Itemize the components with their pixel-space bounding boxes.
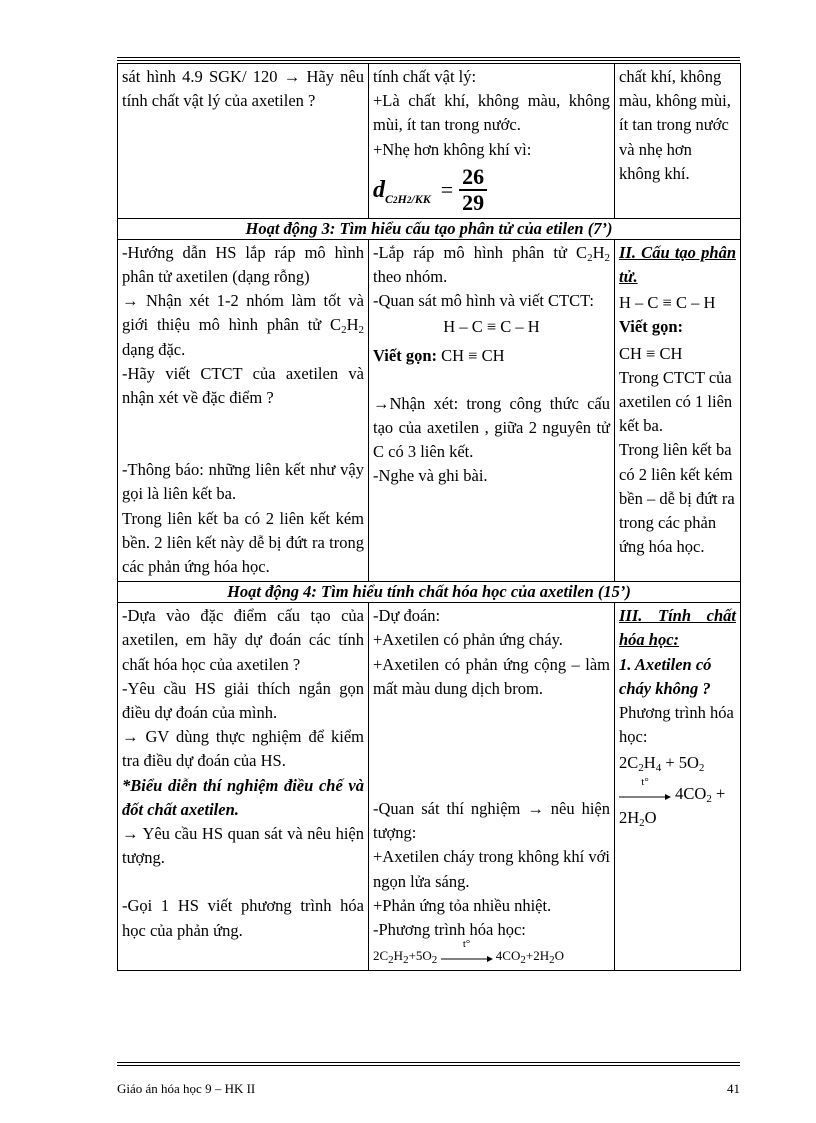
activity3-heading: Hoạt động 3: Tìm hiểu cấu tạo phân tử của etilen (7’) (118, 218, 741, 239)
formula-denominator: 29 (462, 189, 485, 215)
student-line: +Phản ứng tỏa nhiều nhiệt. (373, 895, 552, 915)
content-line: Viết gọn: (619, 317, 684, 337)
table-row (118, 64, 741, 219)
student-line: -Quan sát mô hình và viết CTCT: (373, 291, 594, 311)
formula-numerator: 26 (459, 165, 487, 191)
teacher-line: Trong liên kết ba có 2 liên kết kém bền. 2 liên kết này dễ bị đứt ra trong các phản ứng hóa học. (122, 508, 364, 577)
student-line: -Dự đoán: (373, 606, 441, 626)
page-footer (117, 1081, 740, 1097)
student-line: -Nghe và ghi bài. (373, 466, 488, 486)
activity-heading-row (118, 582, 741, 603)
teacher-line: *Biểu diễn thí nghiệm điều chế và đốt chất axetilen. (122, 775, 364, 819)
combustion-equation (373, 938, 610, 968)
lesson-table (117, 63, 741, 971)
structural-formula: H – C ≡ C – H (443, 317, 540, 337)
student-line: -Quan sát thí nghiệm → nêu hiện tượng: (373, 799, 610, 843)
student-line: +Axetilen cháy trong không khí với ngọn lửa sáng. (373, 847, 610, 891)
activity4-heading: Hoạt động 4: Tìm hiểu tính chất hóa học của axetilen (15’) (118, 582, 741, 603)
teacher-line: -Yêu cầu HS giải thích ngắn gọn điều dự đoán của mình. (122, 678, 364, 723)
content-line: $2H_2O$ (619, 807, 657, 829)
reaction-arrow-icon: t° (619, 789, 671, 801)
content-line: CH ≡ CH (619, 343, 683, 363)
content-line: $2C_2H_4 + 5O_2$ (619, 753, 705, 775)
formula-equals: = (440, 176, 454, 202)
student-line: -Lắp ráp mô hình phân tử $C_2H_2$ theo nhóm. (373, 242, 610, 287)
section-title: III. Tính chất hóa học: (619, 606, 736, 650)
student-line: +Axetilen có phản ứng cộng – làm mất màu dung dịch brom. (373, 654, 610, 698)
reaction-arrow-icon: t° (441, 951, 493, 963)
student-line: Viết gọn: CH ≡ CH (373, 345, 505, 365)
teacher-line: → GV dùng thực nghiệm để kiểm tra điều dự đoán của HS. (122, 727, 364, 771)
top-rule (117, 57, 740, 58)
teacher-line: -Hướng dẫn HS lắp ráp mô hình phân tử axetilen (dạng rỗng) (122, 242, 364, 287)
student-cell (369, 603, 615, 971)
teacher-line: -Gọi 1 HS viết phương trình hóa học của phản ứng. (122, 896, 364, 940)
student-cell (369, 64, 615, 219)
student-line: +Axetilen có phản ứng cháy. (373, 630, 563, 650)
student-line: +Là chất khí, không màu, không mùi, ít tan trong nước. (373, 91, 610, 135)
eq-left: $2C_2H_2+5O_2$ (373, 948, 438, 967)
content-cell (615, 64, 741, 219)
teacher-line: → Nhận xét 1-2 nhóm làm tốt và giới thiệu mô hình phân tử $C_2H_2$ dạng đặc. (122, 291, 364, 359)
table-row (118, 239, 741, 581)
teacher-text: sát hình 4.9 SGK/ 120 → Hãy nêu tính chất vật lý của axetilen ? (122, 67, 364, 111)
content-cell (615, 603, 741, 971)
teacher-line: -Hãy viết CTCT của axetilen và nhận xét về đặc điểm ? (122, 363, 364, 408)
top-rule-double (117, 60, 740, 61)
content-text: chất khí, không màu, không mùi, ít tan trong nước và nhẹ hơn không khí. (619, 67, 731, 183)
bottom-rule-double (117, 1065, 740, 1066)
teacher-line: -Dựa vào đặc điểm cấu tạo của axetilen, em hãy dự đoán các tính chất hóa học của axetilen ? (122, 606, 364, 674)
content-line: Trong liên kết ba có 2 liên kết kém bền – dễ bị đứt ra trong các phản ứng hóa học. (619, 440, 735, 557)
student-line: -Phương trình hóa học: (373, 920, 526, 940)
footer-title: Giáo án hóa học 9 – HK II (117, 1081, 256, 1096)
content-cell (615, 239, 741, 581)
table-row (118, 603, 741, 971)
formula-d: $d_{C2H2/KK}$ (373, 176, 431, 206)
teacher-cell (118, 239, 369, 581)
bottom-rule (117, 1062, 740, 1063)
page-number: 41 (727, 1081, 740, 1096)
student-line: tính chất vật lý: (373, 67, 477, 86)
teacher-cell (118, 603, 369, 971)
activity-heading-row (118, 218, 741, 239)
student-cell (369, 239, 615, 581)
content-line: H – C ≡ C – H (619, 293, 716, 313)
section-title: II. Cấu tạo phân tử. (619, 242, 736, 287)
student-line: +Nhẹ hơn không khí vì: (373, 139, 532, 159)
teacher-cell (118, 64, 369, 219)
content-line: t° $4CO_2$ + (619, 782, 736, 806)
teacher-line: -Thông báo: những liên kết như vậy gọi là liên kết ba. (122, 460, 364, 504)
content-line: Trong CTCT của axetilen có 1 liên kết ba. (619, 367, 733, 436)
subsection-title: 1. Axetilen có cháy không ? (619, 654, 712, 698)
content-line: Phương trình hóa học: (619, 703, 734, 747)
student-line: →Nhận xét: trong công thức cấu tạo của axetilen , giữa 2 nguyên tử C có 3 liên kết. (373, 393, 610, 462)
density-formula (373, 164, 610, 216)
formula-fraction (459, 165, 487, 215)
teacher-line: → Yêu cầu HS quan sát và nêu hiện tượng. (122, 824, 364, 868)
eq-right: $4CO_2+2H_2O$ (495, 948, 564, 967)
